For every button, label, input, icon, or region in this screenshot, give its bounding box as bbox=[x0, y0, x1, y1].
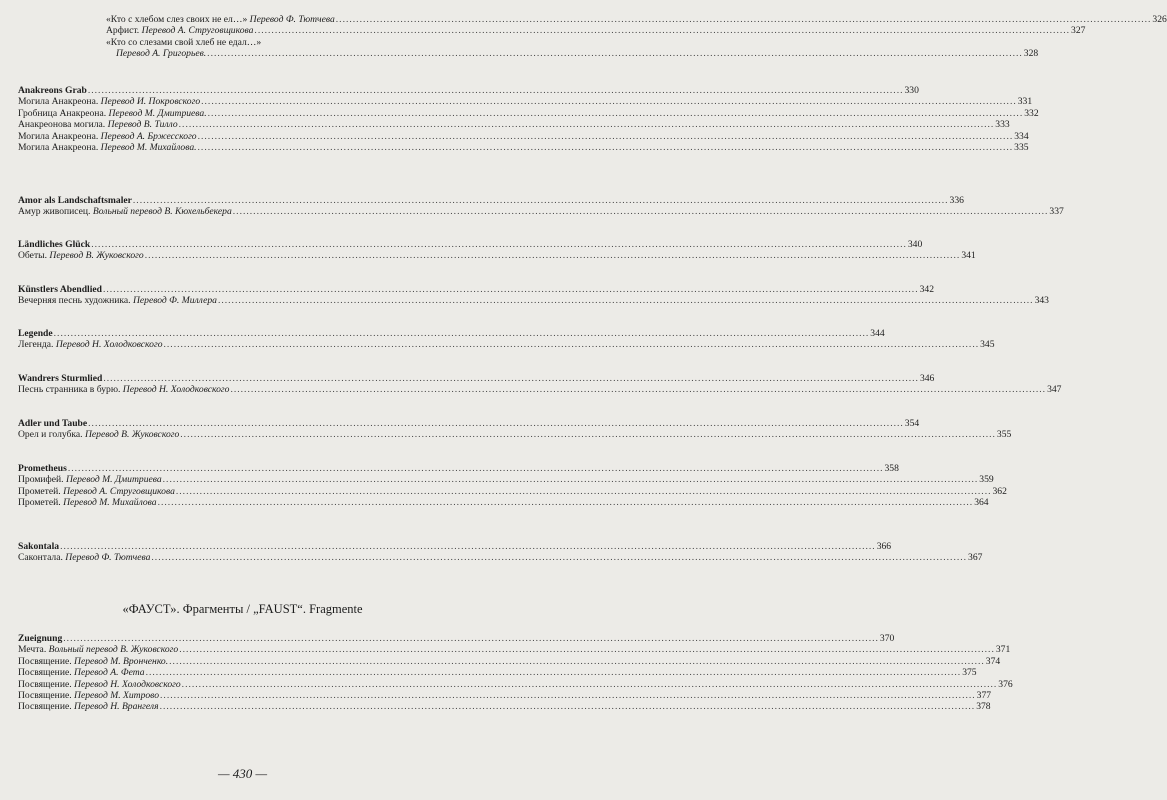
entry-text: Орел и голубка. bbox=[18, 429, 85, 441]
group-page: 358 bbox=[884, 463, 899, 474]
group-title: Ländliches Glück bbox=[18, 239, 91, 250]
leader-dots bbox=[176, 486, 992, 497]
group-title-line bbox=[18, 284, 934, 295]
leader-dots bbox=[233, 206, 1049, 217]
toc-group-prometheus bbox=[18, 463, 1007, 509]
group-title: Prometheus bbox=[18, 463, 67, 474]
entry-translator: Перевод М. Вронченко. bbox=[74, 655, 169, 667]
toc-entry bbox=[18, 48, 1039, 60]
toc-entry bbox=[18, 655, 1001, 667]
group-page: 330 bbox=[904, 85, 919, 96]
group-title-line bbox=[18, 85, 919, 96]
toc-entry bbox=[18, 119, 1010, 131]
toc-entry bbox=[18, 690, 992, 702]
entry-translator: Перевод М. Дмитриева bbox=[65, 474, 162, 486]
toc-entry bbox=[18, 130, 1029, 142]
section-heading: «ФАУСТ». Фрагменты / „FAUST“. Fragmente bbox=[122, 602, 363, 616]
entry-page: 376 bbox=[998, 678, 1013, 690]
entry-text: Вечерняя песнь художника. bbox=[18, 295, 133, 307]
leader-dots bbox=[60, 541, 876, 552]
entry-text: Обеты. bbox=[18, 250, 50, 262]
entry-text: Промифей. bbox=[18, 474, 66, 486]
entry-page: 328 bbox=[1023, 48, 1039, 60]
toc-group-sakontala bbox=[18, 541, 983, 564]
group-title: Wandrers Sturmlied bbox=[18, 373, 103, 384]
group-title: Amor als Landschaftsmaler bbox=[18, 195, 132, 206]
entry-text: Мечта. bbox=[18, 644, 49, 656]
entry-page: 332 bbox=[1024, 107, 1039, 119]
entry-page: 362 bbox=[992, 485, 1007, 497]
leader-dots bbox=[182, 679, 998, 690]
group-title-line bbox=[18, 541, 892, 552]
toc-entry bbox=[18, 701, 991, 713]
entry-text: Гробница Анакреона. bbox=[18, 107, 109, 119]
entry-page: 375 bbox=[962, 667, 977, 679]
entry-translator: Перевод В. Жуковского bbox=[49, 250, 144, 262]
leader-dots bbox=[68, 463, 884, 474]
toc-group-legende bbox=[18, 328, 995, 351]
group-title-line bbox=[18, 239, 923, 250]
entry-page: 326 bbox=[1152, 14, 1167, 25]
toc-top-block bbox=[18, 14, 1167, 60]
toc-group-wandrers-sturmlied bbox=[18, 373, 1062, 396]
group-title-line bbox=[18, 418, 920, 429]
leader-dots bbox=[180, 429, 996, 440]
toc-group-zueignung bbox=[18, 633, 1013, 713]
entry-text: «Кто с хлебом слез своих не ел…» bbox=[106, 14, 250, 25]
entry-translator: Перевод Ф. Тютчева bbox=[249, 14, 335, 25]
leader-dots bbox=[160, 690, 976, 701]
entry-page: 333 bbox=[995, 119, 1010, 131]
leader-dots bbox=[336, 14, 1152, 25]
leader-dots bbox=[103, 373, 919, 384]
entry-text: Могила Анакреона. bbox=[18, 142, 101, 154]
entry-page: 337 bbox=[1049, 206, 1064, 218]
group-title: Sakontala bbox=[18, 541, 60, 552]
toc-entry bbox=[18, 142, 1029, 154]
leader-dots bbox=[254, 25, 1070, 36]
entry-page: 341 bbox=[961, 250, 976, 262]
entry-text: Саконтала. bbox=[18, 552, 66, 564]
toc-entry bbox=[18, 250, 976, 262]
entry-translator: Перевод Н. Холодковского bbox=[74, 678, 181, 690]
toc-entry bbox=[18, 25, 1086, 37]
group-page: 344 bbox=[870, 328, 885, 339]
entry-page: 378 bbox=[976, 701, 991, 713]
group-page: 370 bbox=[879, 633, 895, 644]
toc-entry bbox=[18, 384, 1062, 396]
entry-translator: Перевод Н. Врангеля bbox=[74, 701, 159, 713]
entry-text: Прометей. bbox=[18, 497, 64, 509]
toc-entry-first-line: «Кто со слезами свой хлеб не едал…» bbox=[106, 36, 262, 48]
entry-page: 367 bbox=[968, 552, 983, 564]
entry-page: 343 bbox=[1034, 295, 1049, 307]
leader-dots bbox=[179, 644, 995, 655]
toc-group-anakreons-grab bbox=[18, 85, 1039, 154]
leader-dots bbox=[179, 119, 995, 130]
entry-page: 327 bbox=[1071, 25, 1086, 37]
entry-translator: Перевод Ф. Тютчева bbox=[65, 552, 151, 564]
group-title: Anakreons Grab bbox=[18, 85, 87, 96]
group-page: 342 bbox=[919, 284, 934, 295]
leader-dots bbox=[133, 195, 949, 206]
entry-text: Легенда. bbox=[18, 339, 56, 351]
entry-translator: Вольный перевод В. Жуковского bbox=[48, 644, 179, 656]
leader-dots bbox=[230, 384, 1046, 395]
leader-dots bbox=[208, 108, 1024, 119]
group-title-line bbox=[18, 373, 935, 384]
entry-page: 374 bbox=[985, 655, 1001, 667]
group-title-line bbox=[18, 463, 899, 474]
leader-dots bbox=[201, 96, 1017, 107]
entry-text: Посвящение. bbox=[18, 678, 75, 690]
group-title: Adler und Taube bbox=[18, 418, 88, 429]
entry-page: 371 bbox=[995, 644, 1011, 656]
entry-text: Могила Анакреона. bbox=[18, 130, 101, 142]
entry-text: Могила Анакреона. bbox=[18, 96, 101, 108]
leader-dots bbox=[63, 633, 879, 644]
leader-dots bbox=[218, 295, 1034, 306]
entry-translator: Перевод А. Бржесского bbox=[100, 130, 197, 142]
entry-text: Амур живописец. bbox=[18, 206, 93, 218]
entry-text: Посвящение. bbox=[18, 667, 75, 679]
page-number: — 430 — bbox=[217, 766, 268, 781]
leader-dots bbox=[103, 284, 919, 295]
group-title: Zueignung bbox=[18, 633, 63, 644]
toc-entry bbox=[18, 552, 983, 564]
leader-dots bbox=[88, 85, 904, 96]
entry-translator: Перевод М. Михайлова bbox=[63, 497, 157, 509]
toc-group-adler-und-taube bbox=[18, 418, 1012, 441]
entry-translator: Перевод А. Струговщикова bbox=[63, 485, 175, 497]
entry-text: Песнь странника в бурю. bbox=[18, 384, 123, 396]
entry-translator: Перевод Ф. Миллера bbox=[132, 295, 217, 307]
leader-dots bbox=[160, 701, 976, 712]
leader-dots bbox=[207, 48, 1023, 59]
entry-translator: Перевод Н. Холодковского bbox=[122, 384, 230, 396]
toc-entry bbox=[18, 474, 994, 486]
group-page: 366 bbox=[876, 541, 892, 552]
entry-translator: Перевод Н. Холодковского bbox=[55, 339, 163, 351]
entry-page: 347 bbox=[1047, 384, 1062, 396]
leader-dots bbox=[151, 552, 967, 563]
toc-entry bbox=[18, 14, 1167, 25]
toc-entry bbox=[18, 339, 995, 351]
leader-dots bbox=[164, 339, 980, 350]
group-title: Legende bbox=[18, 328, 53, 339]
entry-translator: Перевод М. Михайлова. bbox=[100, 142, 197, 154]
entry-text: Прометей. bbox=[18, 485, 64, 497]
group-title-line bbox=[18, 328, 885, 339]
entry-translator: Перевод М. Хитрово bbox=[74, 690, 160, 702]
entry-page: 364 bbox=[974, 497, 989, 509]
leader-dots bbox=[88, 418, 904, 429]
toc-group-amor bbox=[18, 195, 1064, 218]
entry-translator: Перевод А. Григорьев. bbox=[116, 48, 207, 60]
entry-text: Посвящение. bbox=[18, 701, 75, 713]
leader-dots bbox=[54, 328, 870, 339]
group-title-line bbox=[18, 633, 895, 644]
entry-translator: Перевод М. Дмитриева. bbox=[108, 107, 207, 119]
leader-dots bbox=[91, 239, 907, 250]
entry-page: 335 bbox=[1014, 142, 1029, 154]
entry-translator: Перевод А. Фета bbox=[74, 667, 145, 679]
group-title: Künstlers Abendlied bbox=[18, 284, 102, 295]
toc-group-kuenstlers-abendlied bbox=[18, 284, 1049, 307]
entry-page: 355 bbox=[996, 429, 1012, 441]
leader-dots bbox=[146, 667, 962, 678]
group-page: 346 bbox=[919, 373, 935, 384]
leader-dots bbox=[198, 131, 1014, 142]
group-title-line bbox=[18, 195, 964, 206]
toc-entry bbox=[18, 295, 1049, 307]
entry-page: 377 bbox=[976, 690, 992, 702]
toc-entry bbox=[18, 429, 1012, 441]
leader-dots bbox=[169, 656, 985, 667]
toc-entry bbox=[18, 497, 989, 509]
entry-page: 359 bbox=[979, 474, 994, 486]
leader-dots bbox=[145, 250, 961, 261]
toc-entry bbox=[18, 206, 1064, 218]
leader-dots bbox=[158, 497, 974, 508]
entry-translator: Перевод В. Жуковского bbox=[84, 429, 180, 441]
toc-entry bbox=[18, 644, 1011, 656]
entry-text: Анакреонова могила. bbox=[18, 119, 108, 131]
leader-dots bbox=[198, 142, 1014, 153]
entry-page: 345 bbox=[980, 339, 995, 351]
toc-entry bbox=[18, 678, 1013, 690]
entry-translator: Перевод И. Покровского bbox=[100, 96, 201, 108]
entry-text: Посвящение. bbox=[18, 655, 75, 667]
leader-dots bbox=[163, 474, 979, 485]
toc-entry bbox=[18, 485, 1007, 497]
toc-entry bbox=[18, 667, 977, 679]
toc-group-laendliches-glueck bbox=[18, 239, 976, 262]
entry-translator: Перевод В. Тилло bbox=[107, 119, 178, 131]
group-page: 336 bbox=[949, 195, 964, 206]
toc-entry bbox=[18, 96, 1033, 108]
entry-text: Посвящение. bbox=[18, 690, 75, 702]
entry-text: Арфист. bbox=[106, 25, 142, 37]
entry-translator: Перевод А. Струговщикова bbox=[141, 25, 254, 37]
toc-entry bbox=[18, 107, 1039, 119]
entry-page: 331 bbox=[1017, 96, 1033, 108]
entry-translator: Вольный перевод В. Кюхельбекера bbox=[92, 206, 232, 218]
group-page: 354 bbox=[904, 418, 920, 429]
group-page: 340 bbox=[907, 239, 923, 250]
entry-page: 334 bbox=[1014, 130, 1029, 142]
